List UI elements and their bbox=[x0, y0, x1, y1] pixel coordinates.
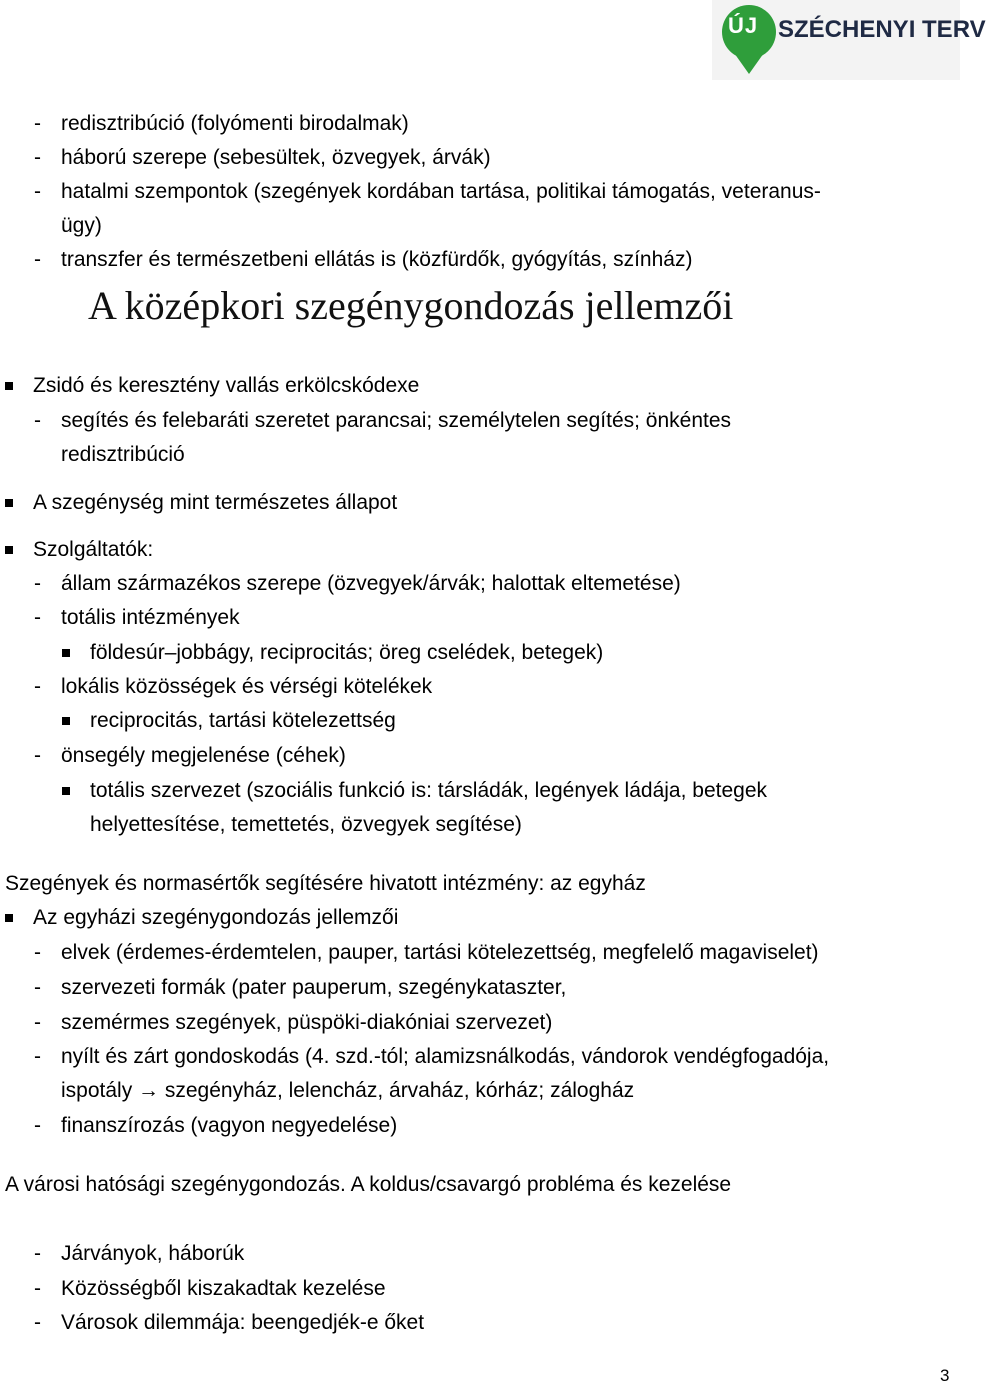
bullet-item: Az egyházi szegénygondozás jellemzői bbox=[33, 906, 399, 929]
sub-bullet-item: földesúr–jobbágy, reciprocitás; öreg cselédek, betegek) bbox=[90, 641, 604, 664]
list-item: totális intézmények bbox=[61, 606, 240, 629]
dash-marker: - bbox=[34, 572, 41, 595]
dash-marker: - bbox=[34, 606, 41, 629]
square-bullet-icon bbox=[5, 499, 13, 507]
list-item: elvek (érdemes-érdemtelen, pauper, tartási kötelezettség, megfelelő magaviselet) bbox=[61, 941, 819, 964]
dash-marker: - bbox=[34, 941, 41, 964]
section-heading: A középkori szegénygondozás jellemzői bbox=[88, 283, 734, 328]
list-item: szemérmes szegények, püspöki-diakóniai szervezet) bbox=[61, 1011, 553, 1034]
dash-marker: - bbox=[34, 976, 41, 999]
list-item: Járványok, háborúk bbox=[61, 1242, 245, 1265]
dash-marker: - bbox=[34, 744, 41, 767]
bullet-item: Zsidó és keresztény vallás erkölcskódexe bbox=[33, 374, 420, 397]
dash-marker: - bbox=[34, 248, 41, 271]
list-item: Városok dilemmája: beengedjék-e őket bbox=[61, 1311, 425, 1334]
square-bullet-icon bbox=[5, 382, 13, 390]
dash-marker: - bbox=[34, 112, 41, 135]
sub-bullet-item: reciprocitás, tartási kötelezettség bbox=[90, 709, 396, 732]
bullet-item: Szolgáltatók: bbox=[33, 538, 154, 561]
list-item-continuation: ügy) bbox=[61, 214, 102, 237]
list-item: lokális közösségek és vérségi kötelékek bbox=[61, 675, 433, 698]
paragraph-heading: Szegények és normasértők segítésére hivatott intézmény: az egyház bbox=[5, 872, 646, 895]
sub-bullet-continuation: helyettesítése, temettetés, özvegyek segítése) bbox=[90, 813, 522, 836]
list-item: nyílt és zárt gondoskodás (4. szd.-tól; alamizsnálkodás, vándorok vendégfogadója, bbox=[61, 1045, 830, 1068]
list-item-continuation: ispotály → szegényház, lelencház, árvaház, kórház; zálogház bbox=[61, 1079, 635, 1102]
logo-title: SZÉCHENYI TERV bbox=[778, 16, 986, 43]
square-bullet-icon bbox=[62, 717, 70, 725]
page-number: 3 bbox=[940, 1366, 950, 1385]
paragraph-heading: A városi hatósági szegénygondozás. A koldus/csavargó probléma és kezelése bbox=[5, 1173, 732, 1196]
list-item: önsegély megjelenése (céhek) bbox=[61, 744, 346, 767]
square-bullet-icon bbox=[62, 649, 70, 657]
bullet-item: A szegénység mint természetes állapot bbox=[33, 491, 398, 514]
sub-bullet-item: totális szervezet (szociális funkció is: társládák, legények ládája, betegek bbox=[90, 779, 768, 802]
dash-marker: - bbox=[34, 146, 41, 169]
list-item-continuation: redisztribúció bbox=[61, 443, 185, 466]
dash-marker: - bbox=[34, 1045, 41, 1068]
list-item: redisztribúció (folyómenti birodalmak) bbox=[61, 112, 409, 135]
square-bullet-icon bbox=[5, 546, 13, 554]
logo-uj-text: ÚJ bbox=[727, 13, 759, 38]
list-item: hatalmi szempontok (szegények kordában tartása, politikai támogatás, veteranus- bbox=[61, 180, 821, 203]
list-item: transzfer és természetbeni ellátás is (közfürdők, gyógyítás, színház) bbox=[61, 248, 693, 271]
dash-marker: - bbox=[34, 675, 41, 698]
list-item: Közösségből kiszakadtak kezelése bbox=[61, 1277, 386, 1300]
dash-marker: - bbox=[34, 1011, 41, 1034]
dash-marker: - bbox=[34, 1114, 41, 1137]
dash-marker: - bbox=[34, 409, 41, 432]
dash-marker: - bbox=[34, 180, 41, 203]
dash-marker: - bbox=[34, 1277, 41, 1300]
list-item: finanszírozás (vagyon negyedelése) bbox=[61, 1114, 398, 1137]
square-bullet-icon bbox=[5, 914, 13, 922]
dash-marker: - bbox=[34, 1311, 41, 1334]
list-item: háború szerepe (sebesültek, özvegyek, árvák) bbox=[61, 146, 491, 169]
list-item: szervezeti formák (pater pauperum, szegénykataszter, bbox=[61, 976, 567, 999]
list-item: segítés és felebaráti szeretet parancsai; személytelen segítés; önkéntes bbox=[61, 409, 732, 432]
square-bullet-icon bbox=[62, 787, 70, 795]
list-item: állam származékos szerepe (özvegyek/árvák; halottak eltemetése) bbox=[61, 572, 681, 595]
szechenyi-terv-logo bbox=[712, 0, 986, 80]
dash-marker: - bbox=[34, 1242, 41, 1265]
